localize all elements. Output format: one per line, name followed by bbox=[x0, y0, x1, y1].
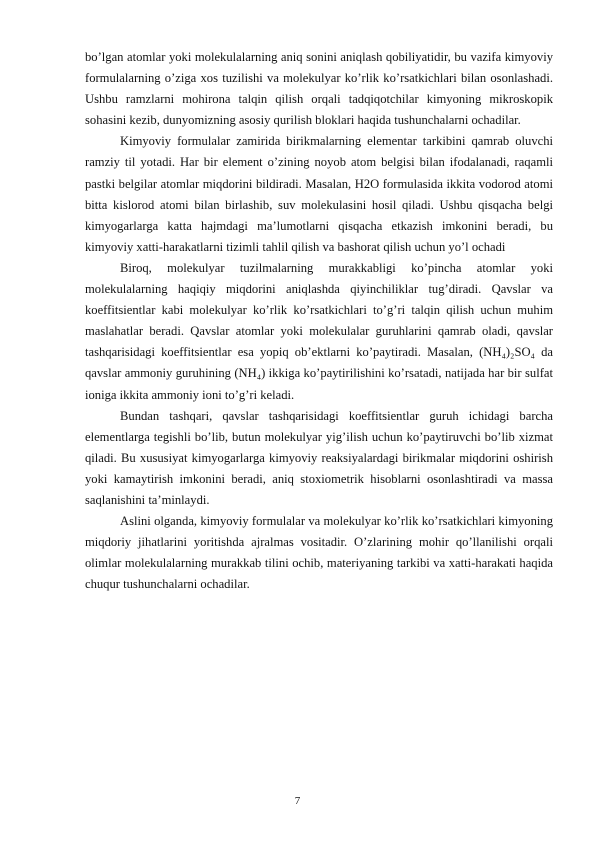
paragraph-4: Bundan tashqari, qavslar tashqarisidagi koeffitsientlar guruh ichidagi barcha elementlarga tegishli bo’lib, butun molekulyar yig’ilish uchun ko’paytiruvchi bo’lib xizmat qiladi. Bu xususiyat kimyogarlarga kimyoviy reaksiyalardagi birikmalar miqdorini oshirish yoki kamaytirish imkonini beradi, aniq stoxiometrik hisoblarni osonlashtiradi va massa saqlanishini ta’minlaydi. bbox=[85, 408, 553, 507]
paragraph-2: Kimyoviy formulalar zamirida birikmalarning elementar tarkibini qamrab oluvchi ramziy til yotadi. Har bir element o’zining noyob atom belgisi bilan ifodalanadi, raqamli pastki belgilar atomlar miqdorini bildiradi. Masalan, H2O formulasida ikkita vodorod atomi bitta kislorod atomi bilan birlashib, suv molekulasini hosil qiladi. Ushbu qisqacha belgi kimyogarlarga katta hajmdagi ma’lumotlarni qisqacha etkazish imkonini beradi, bu kimyoviy xatti-harakatlarni tizimli tahlil qilish va bashorat qilish uchun yo’l ochadi bbox=[85, 134, 553, 254]
paragraph-5: Aslini olganda, kimyoviy formulalar va molekulyar ko’rlik ko’rsatkichlari kimyoning miqdoriy jihatlarini yoritishda ajralmas vositadir. O’zlarining mohir qo’llanilishi orqali olimlar molekulalarning murakkab tilini ochib, materiyaning tarkibi va xatti-harakati haqida chuqur tushunchalarni ochadilar. bbox=[85, 514, 553, 592]
page-number: 7 bbox=[294, 795, 301, 807]
body-text bbox=[85, 47, 553, 595]
paragraph-1: bo’lgan atomlar yoki molekulalarning aniq sonini aniqlash qobiliyatidir, bu vazifa kimyoviy formulalarning o’ziga xos tuzilishi va molekulyar ko’rlik ko’rsatkichlari bilan osonlashadi. Ushbu ramzlarni mohirona talqin qilish orqali tadqiqotchilar kimyoning mikroskopik sohasini kezib, dunyomizning asosiy qurilish bloklari haqida tushunchalarni ochadilar. bbox=[85, 50, 553, 128]
paragraph-3: Biroq, molekulyar tuzilmalarning murakkabligi ko’pincha atomlar yoki molekulalarning haqiqiy miqdorini aniqlashda qiyinchiliklar tug’diradi. Qavslar va koeffitsientlar kabi molekulyar ko’rlik ko’rsatkichlari to’g’ri talqin qilish uchun muhim maslahatlar beradi. Qavslar atomlar yoki molekulalar guruhlarini qamrab oladi, qavslar tashqarisidagi koeffitsientlar esa yopiq ob’ektlarni ko’paytiradi. Masalan, (NH₄)₂SO₄ da qavslar ammoniy guruhining (NH₄) ikkiga ko’paytirilishini ko’rsatadi, natijada har bir sulfat ioniga ikkita ammoniy ioni to’g’ri keladi. bbox=[85, 260, 553, 402]
